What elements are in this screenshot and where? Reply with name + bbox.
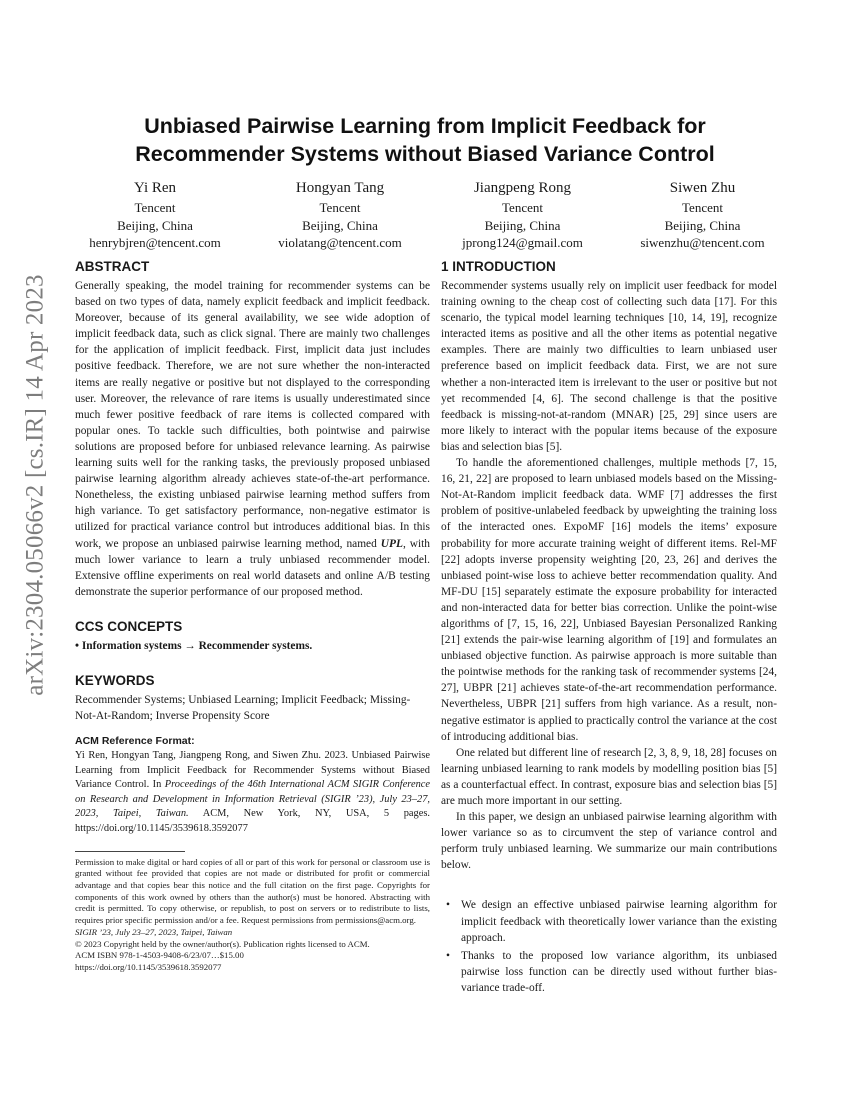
abstract-heading: ABSTRACT [75,259,150,274]
author-affiliation: Tencent [682,200,723,215]
isbn-info: ACM ISBN 978-1-4503-9408-6/23/07…$15.00 [75,950,244,961]
footnote-divider [75,851,185,852]
author-block [250,178,430,252]
acm-reference-text [75,749,430,837]
list-item: • Thanks to the proposed low variance algorithm, its unbiased pairwise loss function can be directly used without further bias-variance trade-off. [441,948,777,996]
author-affiliation: Tencent [134,200,176,215]
permission-notice: Permission to make digital or hard copies of all or part of this work for personal or classroom use is granted without fee provided that copies are not made or distributed for profit or commercial advantage and that copies bear this notice and the full citation on the first page. Copyrights for components of this work owned by others than the author(s) must be honored. Abstracting with credit is permitted. To copy otherwise, or republish, to post on servers or to redistribute to lists, requires prior specific permission and/or a fee. Request permissions from permissions@acm.org. [75,856,430,926]
paper-title [60,112,790,168]
author-affiliation: Tencent [319,200,361,215]
arxiv-stamp-text: arXiv:2304.05066v2 [cs.IR] 14 Apr 2023 [22,274,50,696]
author-name: Siwen Zhu [669,180,736,196]
acm-reference-label: ACM Reference Format: [75,735,195,748]
author-email: jprong124@gmail.com [462,235,583,250]
intro-paragraph-2: To handle the aforementioned challenges, multiple methods [7, 15, 16, 21, 22] are proposed to learn unbiased models based on the Missing-Not-At-Random implicit feedback data. WMF [7] addresses the first problem of positive-unlabeled feedback by upweighting the training loss of the interacted ones. ExpoMF [16] models the items’ exposure probability for more accurate training weight of different items. Rel-MF [22] adopts inverse propensity weighting [20, 23, 26] and derives the unbiased point-wise loss to achieve better recommendation quality. And MF-DU [15] separately estimate the exposure probability for interacted and non-interacted data for better bias correction. Unlike the point-wise algorithms of [7, 15, 16, 22], Unbiased Bayesian Personalized Ranking [21] extends the pair-wise learning algorithm of [19] and formulates an unbiased objective function. As pairwise approach is more suitable than the pointwise methods for the ranking task of recommender systems [24, 27], UBPR [21] achieves state-of-the-art recommendation performance. Nevertheless, UBPR [21] suffers from high variance. As a result, non-negative estimator is applied to practically control the variance at the cost of introducing additional bias. [441,457,777,743]
author-name: Yi Ren [133,180,177,196]
conference-info: SIGIR ’23, July 23–27, 2023, Taipei, Taiwan [75,926,233,937]
abstract-text [75,278,430,600]
author-block [430,178,615,252]
title-line-1: Unbiased Pairwise Learning from Implicit Feedback for [144,114,706,138]
acm-reference-doi: ACM, New York, NY, USA, 5 pages. https://doi.org/10.1145/3539618.3592077 [75,808,430,835]
author-name: Jiangpeng Rong [473,180,572,196]
author-affiliation: Tencent [502,200,543,215]
author-block [60,178,250,252]
left-column [75,258,430,974]
intro-paragraph-3: One related but different line of research [2, 3, 8, 9, 18, 28] focuses on learning unbiased learning to rank models by modelling position bias [5] as a counterfactual effect. In contrast, exposure bias and selection bias [5] are much more important in our setting. [441,746,777,807]
author-location: Beijing, China [664,217,741,233]
title-line-2: Recommender Systems without Biased Variance Control [135,142,715,166]
author-list [60,178,800,252]
intro-paragraph-4: In this paper, we design an unbiased pairwise learning algorithm with lower variance so as to circumvent the step of variance control and perform truly unbiased learning. We summarize our main contributions below. [441,811,777,872]
author-location: Beijing, China [302,217,378,233]
arxiv-stamp [16,270,56,700]
author-email: violatang@tencent.com [278,235,402,250]
author-name: Hongyan Tang [295,180,385,196]
intro-paragraph-1: Recommender systems usually rely on implicit user feedback for model training owning to the cheap cost of collecting such data [17]. For this scenario, the typical model learning techniques [10, 14, 19], recognize interacted items as positive and all the other items as potential negative examples. There are mainly two difficulties to learn unbiased user preference based on implicit feedback data. First, we are not sure whether a non-interacted item is irrelevant to the user or positive but not yet recommended [4, 6]. The second challenge is that the positive feedback is missing-not-at-random (MNAR) [25, 29] since users are more likely to interact with the popular items because of the exposure bias and selection bias [5]. [441,280,777,453]
author-location: Beijing, China [117,217,193,233]
author-block [615,178,790,252]
list-item: • We design an effective unbiased pairwise learning algorithm for implicit feedback with theoretically lower variance than the existing approach. [441,897,777,945]
method-name: UPL [380,537,403,550]
right-column [441,258,777,998]
keywords-heading: KEYWORDS [75,672,155,688]
ccs-heading: CCS CONCEPTS [75,618,183,634]
abstract-body: Generally speaking, the model training for recommender systems can be based on two types of data, namely explicit feedback and implicit feedback. Moreover, because of its general availability, we see wide adoption of implicit feedback data, such as click signal. There are mainly two challenges for the application of implicit feedback. First, implicit data just includes positive feedback. Therefore, we are not sure whether the non-interacted items are really negative or positive but not displayed to the corresponding user. Moreover, the relevance of rare items is usually underestimated since much fewer positive feedback of rare items is collected compared with popular ones. To tackle such difficulties, both pointwise and pairwise solutions are proposed before for unbiased relevance learning. As pairwise learning suits well for the ranking tasks, the previously proposed unbiased pairwise learning algorithm already achieves state-of-the-art performance. Nonetheless, the existing unbiased pairwise learning method suffers from high variance. To get satisfactory performance, non-negative estimator is utilized for practical variance control but introduces additional bias. In this work, we propose an unbiased pairwise learning method, named [75,280,430,550]
author-location: Beijing, China [484,217,561,233]
acm-reference-authors: Yi Ren, Hongyan Tang, Jiangpeng Rong, and Siwen Zhu. 2023. Unbiased Pairwise Learning from Implicit Feedback for Recommender Systems without Biased Variance Control. In [75,750,430,791]
acm-reference-venue: Proceedings of the 46th International ACM SIGIR Conference on Research and Development in Information Retrieval (SIGIR ’23), July 23–27, 2023, Taipei, Taiwan. [75,779,430,820]
ccs-concepts: • Information systems → Recommender systems. [75,639,313,652]
abstract-body-end: , with much lower variance to learn a truly unbiased recommender model. Extensive offline experiments on real world datasets and online A/B testing demonstrate the superior performance of our proposed method. [75,537,430,598]
copyright-notice: © 2023 Copyright held by the owner/author(s). Publication rights licensed to ACM. [75,938,370,949]
doi-link[interactable]: https://doi.org/10.1145/3539618.3592077 [75,961,222,972]
author-email: siwenzhu@tencent.com [640,235,765,250]
contributions-list [441,897,777,996]
introduction-heading: 1 INTRODUCTION [441,259,556,274]
keywords-text: Recommender Systems; Unbiased Learning; Implicit Feedback; Missing-Not-At-Random; Inverse Propensity Score [75,693,411,722]
author-email: henrybjren@tencent.com [89,235,221,250]
